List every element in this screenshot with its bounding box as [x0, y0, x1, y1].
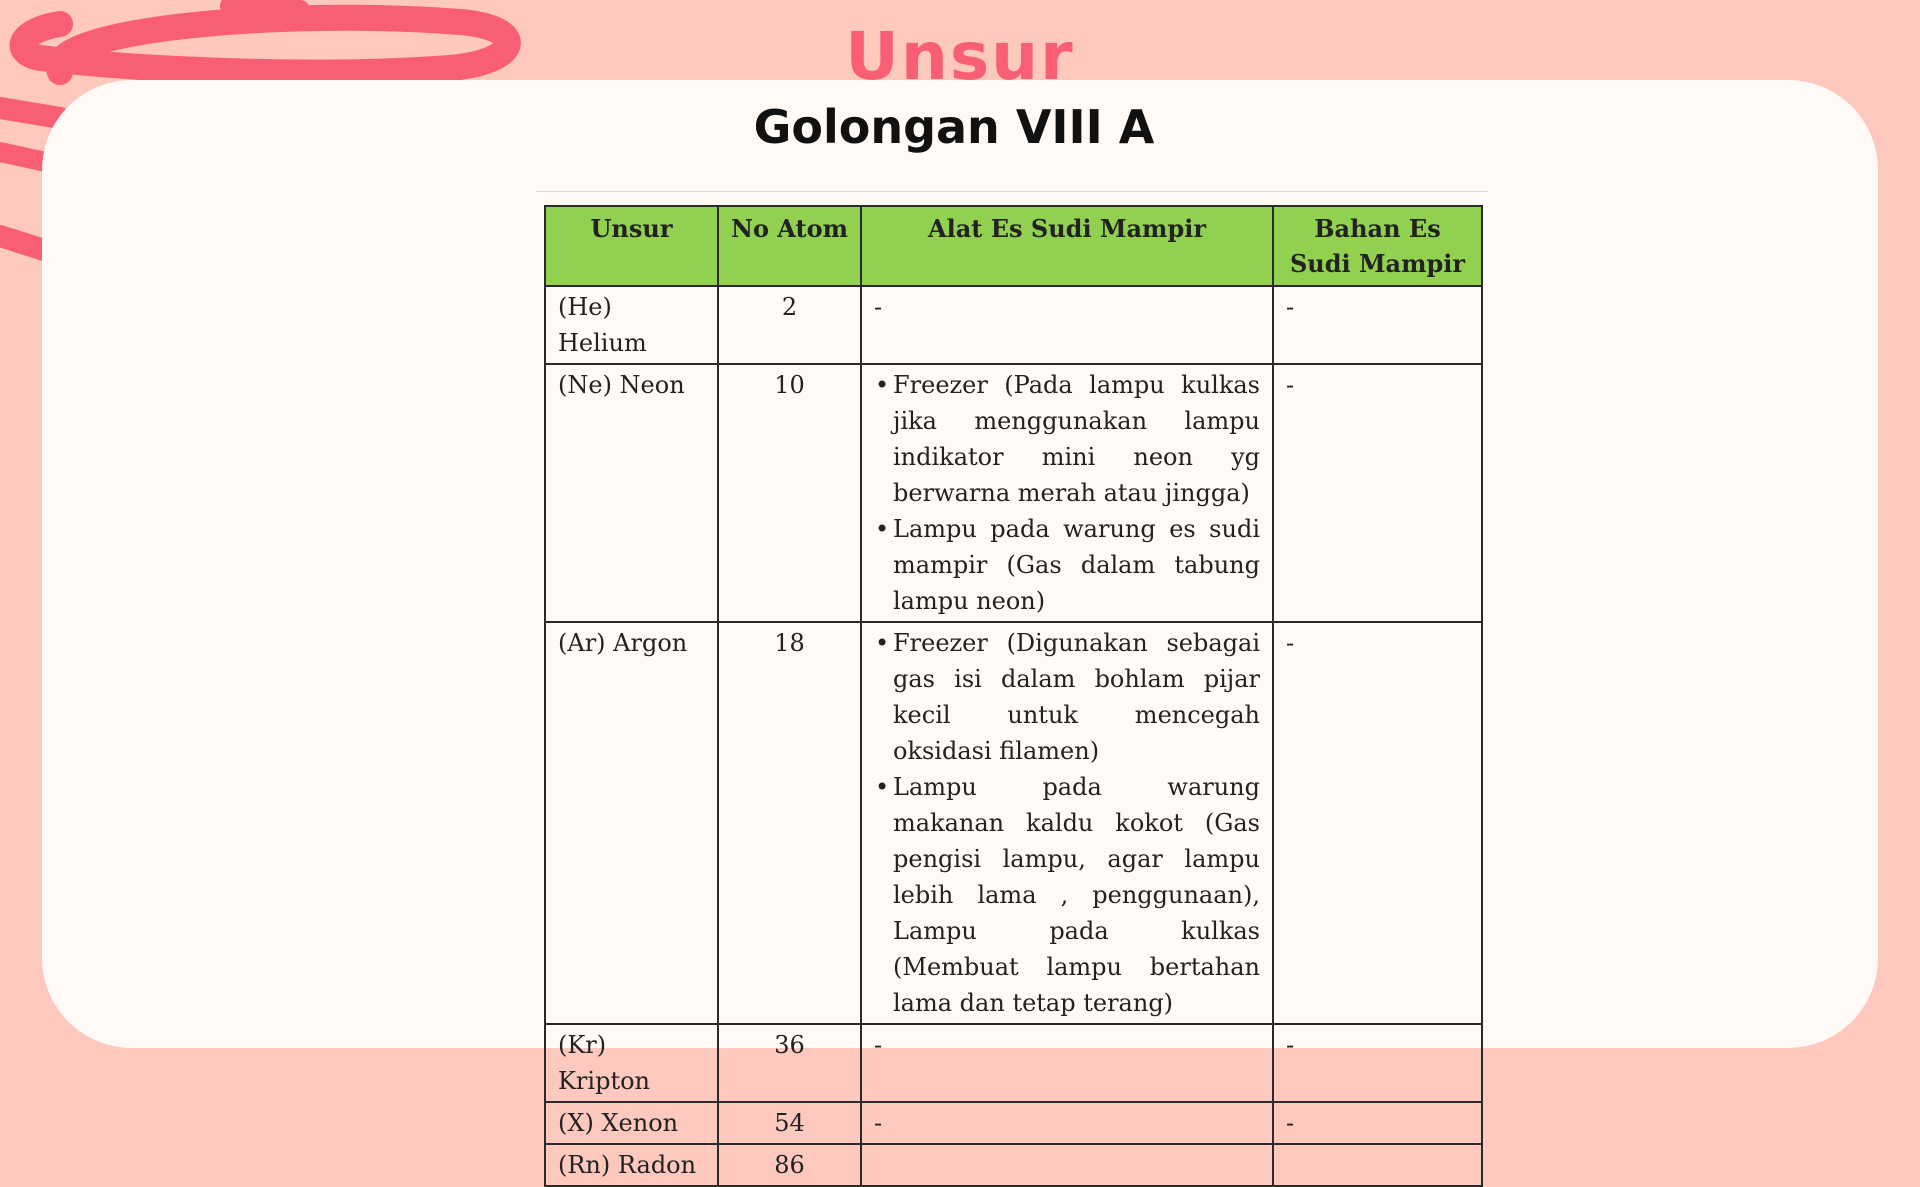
cell-bahan: - — [1273, 1024, 1482, 1102]
cell-bahan: - — [1273, 622, 1482, 1024]
page-title: Unsur — [845, 18, 1075, 95]
column-header-unsur: Unsur — [545, 206, 718, 286]
column-header-no-atom: No Atom — [718, 206, 861, 286]
cell-no-atom: 18 — [718, 622, 861, 1024]
cell-unsur: (Kr) Kripton — [545, 1024, 718, 1102]
cell-no-atom: 10 — [718, 364, 861, 622]
usage-list — [874, 367, 1260, 619]
cell-bahan: - — [1273, 286, 1482, 364]
cell-unsur: (Ar) Argon — [545, 622, 718, 1024]
elements-table — [544, 205, 1483, 1187]
cell-alat — [861, 1144, 1273, 1186]
cell-unsur: (He) Helium — [545, 286, 718, 364]
cell-alat — [861, 364, 1273, 622]
cell-unsur: (Ne) Neon — [545, 364, 718, 622]
cell-alat: - — [861, 286, 1273, 364]
table-row — [545, 1102, 1482, 1144]
table-header-row — [545, 206, 1482, 286]
column-header-bahan: Bahan Es Sudi Mampir — [1273, 206, 1482, 286]
list-item: • Lampu pada warung es sudi mampir (Gas dalam tabung lampu neon) — [874, 511, 1260, 619]
page-subtitle: Golongan VIII A — [753, 100, 1155, 154]
cell-no-atom: 36 — [718, 1024, 861, 1102]
divider — [536, 191, 1488, 192]
usage-list — [874, 625, 1260, 1021]
list-item: • Lampu pada warung makanan kaldu kokot (Gas pengisi lampu, agar lampu lebih lama , penggunaan), Lampu pada kulkas (Membuat lampu bertahan lama dan tetap terang) — [874, 769, 1260, 1021]
cell-alat — [861, 622, 1273, 1024]
cell-no-atom: 2 — [718, 286, 861, 364]
cell-unsur: (Rn) Radon — [545, 1144, 718, 1186]
cell-bahan: - — [1273, 364, 1482, 622]
cell-bahan: - — [1273, 1102, 1482, 1144]
table-row — [545, 1024, 1482, 1102]
cell-unsur: (X) Xenon — [545, 1102, 718, 1144]
table-row — [545, 286, 1482, 364]
table-row — [545, 622, 1482, 1024]
cell-alat: - — [861, 1102, 1273, 1144]
cell-bahan — [1273, 1144, 1482, 1186]
table-row — [545, 1144, 1482, 1186]
list-item: • Freezer (Pada lampu kulkas jika menggunakan lampu indikator mini neon yg berwarna merah atau jingga) — [874, 367, 1260, 511]
cell-no-atom: 54 — [718, 1102, 861, 1144]
table-row — [545, 364, 1482, 622]
list-item: • Freezer (Digunakan sebagai gas isi dalam bohlam pijar kecil untuk mencegah oksidasi filamen) — [874, 625, 1260, 769]
cell-no-atom: 86 — [718, 1144, 861, 1186]
column-header-alat: Alat Es Sudi Mampir — [861, 206, 1273, 286]
cell-alat: - — [861, 1024, 1273, 1102]
